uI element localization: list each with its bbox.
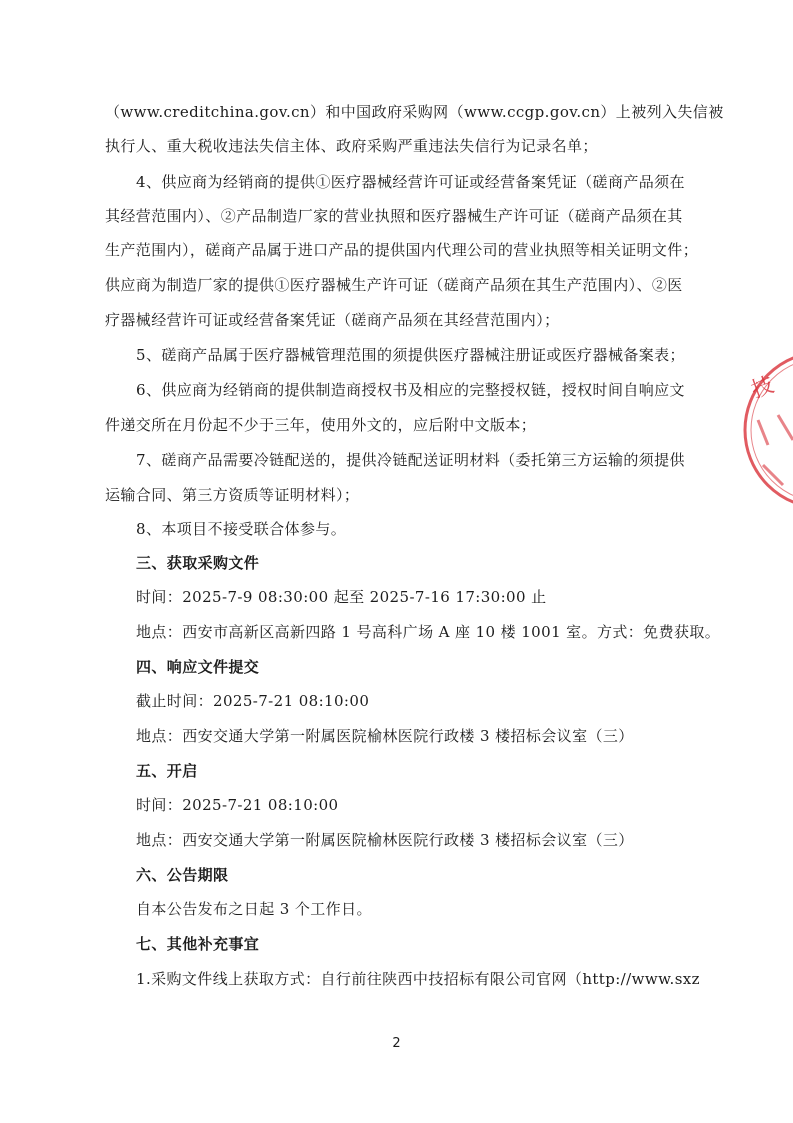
section-heading: 三、获取采购文件 <box>136 554 260 572</box>
text-line: 1.采购文件线上获取方式：自行前往陕西中技招标有限公司官网（http://www.sxz <box>136 970 700 988</box>
section-heading: 七、其他补充事宜 <box>136 935 260 953</box>
text-line: 地点：西安交通大学第一附属医院榆林医院行政楼 3 楼招标会议室（三） <box>136 831 634 849</box>
text-line: 4、供应商为经销商的提供①医疗器械经营许可证或经营备案凭证（磋商产品须在 <box>136 173 685 191</box>
page-number: 2 <box>392 1036 401 1051</box>
text-line: 时间：2025-7-9 08:30:00 起至 2025-7-16 17:30:00 止 <box>136 588 547 606</box>
section-heading: 六、公告期限 <box>136 866 229 884</box>
text-line: 地点：西安市高新区高新四路 1 号高科广场 A 座 10 楼 1001 室。方式：免费获取。 <box>136 623 721 641</box>
section-heading: 四、响应文件提交 <box>136 658 260 676</box>
text-line: 7、磋商产品需要冷链配送的，提供冷链配送证明材料（委托第三方运输的须提供 <box>136 451 685 469</box>
section-heading: 五、开启 <box>136 762 198 780</box>
text-line: 5、磋商产品属于医疗器械管理范围的须提供医疗器械注册证或医疗器械备案表； <box>136 346 685 364</box>
text-line: 8、本项目不接受联合体参与。 <box>136 520 347 538</box>
seal-stamp <box>738 345 793 515</box>
text-line: 自本公告发布之日起 3 个工作日。 <box>136 900 372 918</box>
text-line: 生产范围内），磋商产品属于进口产品的提供国内代理公司的营业执照等相关证明文件； <box>105 241 699 259</box>
text-line: 时间：2025-7-21 08:10:00 <box>136 796 339 814</box>
text-line: 供应商为制造厂家的提供①医疗器械生产许可证（磋商产品须在其生产范围内）、②医 <box>105 276 683 294</box>
text-line: 疗器械经营许可证或经营备案凭证（磋商产品须在其经营范围内）； <box>105 311 560 329</box>
text-line: 地点：西安交通大学第一附属医院榆林医院行政楼 3 楼招标会议室（三） <box>136 727 634 745</box>
text-line: 执行人、重大税收违法失信主体、政府采购严重违法失信行为记录名单； <box>105 137 598 155</box>
text-line: 运输合同、第三方资质等证明材料）； <box>105 486 360 504</box>
seal-text: 技 <box>748 372 778 404</box>
text-line: （www.creditchina.gov.cn）和中国政府采购网（www.ccgp.gov.cn）上被列入失信被 <box>105 103 724 121</box>
text-line: 6、供应商为经销商的提供制造商授权书及相应的完整授权链，授权时间自响应文 <box>136 381 685 399</box>
text-line: 件递交所在月份起不少于三年，使用外文的，应后附中文版本； <box>105 416 537 434</box>
text-line: 截止时间：2025-7-21 08:10:00 <box>136 692 370 710</box>
text-line: 其经营范围内）、②产品制造厂家的营业执照和医疗器械生产许可证（磋商产品须在其 <box>105 207 683 225</box>
